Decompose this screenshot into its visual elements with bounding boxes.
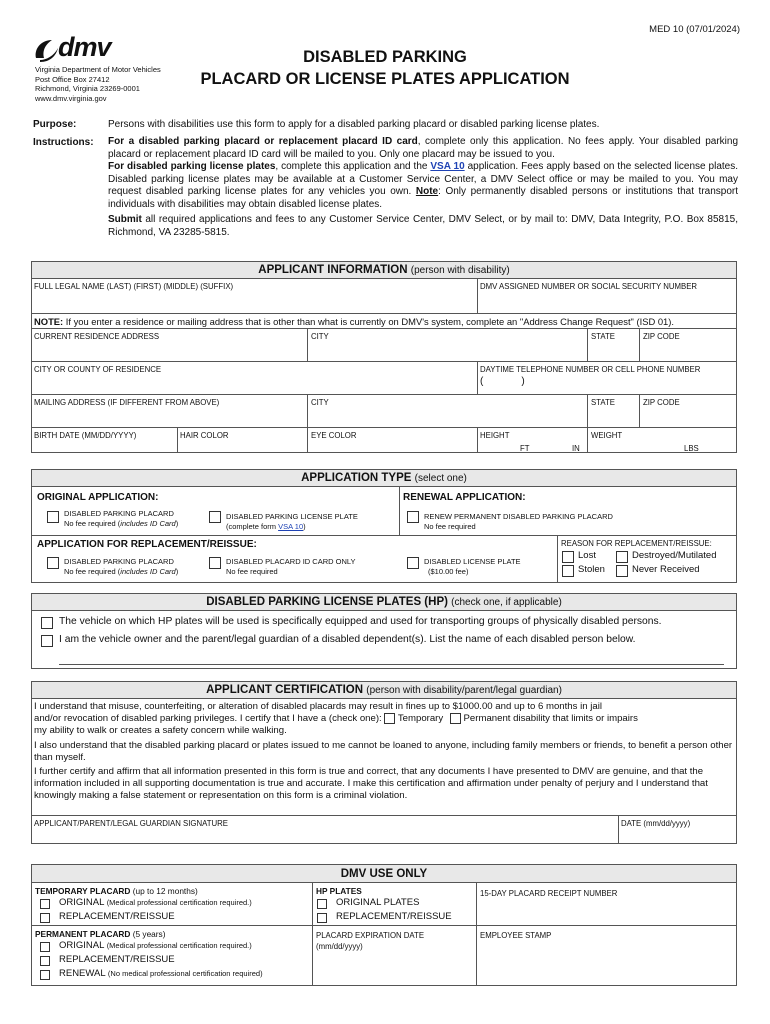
vsa10-link[interactable]: VSA 10 xyxy=(430,161,465,172)
weight-label: WEIGHT xyxy=(591,431,623,440)
expiration-label: PLACARD EXPIRATION DATE xyxy=(316,931,425,940)
paren-close: ) xyxy=(521,376,525,387)
applicant-subtitle: (person with disability) xyxy=(410,265,510,276)
instructions-p3-bold: Submit xyxy=(108,214,142,225)
original-plate-checkbox[interactable] xyxy=(209,511,221,523)
hp-replacement-checkbox[interactable] xyxy=(317,913,327,923)
replacement-placard-checkbox[interactable] xyxy=(47,557,59,569)
logo-text: dmv xyxy=(58,32,111,62)
instructions-para-2 xyxy=(108,161,738,211)
reason-lost-label: Lost xyxy=(578,550,596,561)
hp-plates-heading: HP PLATES xyxy=(316,886,362,896)
mailing-city-label: CITY xyxy=(311,398,329,407)
fee-a: No fee required ( xyxy=(64,567,121,576)
cert-line-1: I understand that misuse, counterfeiting, or alteration of disabled placards may result in fines up to $1000.00 and up to 6 months in jail xyxy=(34,701,602,712)
applicant-title: APPLICANT INFORMATION xyxy=(258,264,408,276)
signature-field[interactable] xyxy=(32,828,618,844)
divider xyxy=(307,328,308,361)
original-plate-label: DISABLED PARKING LICENSE PLATE xyxy=(226,512,358,521)
divider xyxy=(477,361,478,394)
app-type-subtitle: (select one) xyxy=(414,473,467,484)
hp-replacement-label: REPLACEMENT/REISSUE xyxy=(336,911,452,922)
cert-subtitle: (person with disability/parent/legal guardian) xyxy=(366,685,562,696)
divider xyxy=(32,427,736,428)
divider xyxy=(177,427,178,452)
hp-original-label: ORIGINAL PLATES xyxy=(336,897,420,908)
replacement-heading: APPLICATION FOR REPLACEMENT/REISSUE: xyxy=(37,539,257,550)
agency-address xyxy=(35,65,161,103)
divider xyxy=(32,394,736,395)
reason-never-checkbox[interactable] xyxy=(616,565,628,577)
original-application-heading: ORIGINAL APPLICATION: xyxy=(37,492,159,503)
agency-address-line2: Richmond, Virginia 23269-0001 xyxy=(35,84,140,93)
permanent-label: Permanent xyxy=(463,713,511,725)
hp-option-2-checkbox[interactable] xyxy=(41,635,53,647)
divider xyxy=(587,427,588,452)
agency-name: Virginia Department of Motor Vehicles xyxy=(35,65,161,74)
perm-renewal-label: RENEWAL xyxy=(59,968,106,979)
dependent-names-line[interactable] xyxy=(59,664,724,665)
cert-line-2 xyxy=(34,713,734,725)
hp-header xyxy=(32,594,736,611)
perm-original-note: (Medical professional certification required.) xyxy=(106,941,252,950)
replacement-plate-option xyxy=(424,557,521,577)
hp-plates-section xyxy=(31,593,737,669)
replacement-idcard-label: DISABLED PLACARD ID CARD ONLY xyxy=(226,557,356,566)
temp-replacement-label: REPLACEMENT/REISSUE xyxy=(59,911,175,922)
temp-title: TEMPORARY PLACARD xyxy=(35,886,131,896)
app-type-title: APPLICATION TYPE xyxy=(301,472,412,484)
mailing-zip-label: ZIP CODE xyxy=(643,398,680,407)
reason-never-label: Never Received xyxy=(632,564,700,575)
replacement-placard-label: DISABLED PARKING PLACARD xyxy=(64,557,174,566)
divider xyxy=(32,313,736,314)
original-placard-option xyxy=(64,509,178,529)
divider xyxy=(32,815,736,816)
reason-stolen-label: Stolen xyxy=(578,564,605,575)
signature-label: APPLICANT/PARENT/LEGAL GUARDIAN SIGNATURE xyxy=(34,819,228,828)
cert-header xyxy=(32,682,736,699)
page-title xyxy=(175,46,595,90)
applicant-section xyxy=(31,261,737,453)
instructions-p2-c: : Only permanently disabled persons or institutions that transport individuals with disabilities may obtain disabled license plates. xyxy=(108,186,739,210)
perm-original-checkbox[interactable] xyxy=(40,942,50,952)
reason-destroyed-label: Destroyed/Mutilated xyxy=(632,550,717,561)
dmv-use-section xyxy=(31,864,737,986)
hp-original-checkbox[interactable] xyxy=(317,899,327,909)
instructions-para-3 xyxy=(108,214,738,239)
application-type-section xyxy=(31,469,737,583)
perm-original-label: ORIGINAL xyxy=(59,940,105,951)
county-label: CITY OR COUNTY OF RESIDENCE xyxy=(34,365,162,374)
instructions-text xyxy=(108,136,738,239)
date-field[interactable] xyxy=(619,828,737,844)
divider xyxy=(639,328,640,361)
renew-placard-label: RENEW PERMANENT DISABLED PARKING PLACARD xyxy=(424,512,613,521)
temp-placard-heading xyxy=(35,886,198,896)
replacement-idcard-option xyxy=(226,557,355,577)
perm-placard-heading xyxy=(35,929,165,939)
residence-state-label: STATE xyxy=(591,332,615,341)
dmv-number-field[interactable] xyxy=(478,294,736,313)
title-line-2: PLACARD OR LICENSE PLATES APPLICATION xyxy=(200,70,570,88)
date-label: DATE (mm/dd/yyyy) xyxy=(621,819,691,828)
divider xyxy=(476,883,477,985)
mailing-state-label: STATE xyxy=(591,398,615,407)
perm-renewal-note: (No medical professional certification required) xyxy=(107,969,263,978)
temp-replacement-checkbox[interactable] xyxy=(40,913,50,923)
replacement-plate-fee: ($10.00 fee) xyxy=(428,567,469,576)
purpose-label: Purpose: xyxy=(33,119,77,130)
hp-option-1-label: The vehicle on which HP plates will be used is specifically equipped and used for transporting groups of physically disabled persons. xyxy=(59,616,662,627)
divider xyxy=(557,535,558,582)
divider xyxy=(32,535,736,536)
instructions-label: Instructions: xyxy=(33,137,94,148)
dmv-use-header xyxy=(32,865,736,883)
residence-label: CURRENT RESIDENCE ADDRESS xyxy=(34,332,160,341)
perm-sub: (5 years) xyxy=(132,929,166,939)
divider xyxy=(307,427,308,452)
eye-color-label: EYE COLOR xyxy=(311,431,357,440)
applicant-header xyxy=(32,262,736,279)
renew-placard-fee: No fee required xyxy=(424,522,476,531)
agency-address-line1: Post Office Box 27412 xyxy=(35,74,110,84)
height-label: HEIGHT xyxy=(480,431,510,440)
app-type-header xyxy=(32,470,736,487)
note-text: If you enter a residence or mailing address that is other than what is currently on DMV's system, complete an "Address Change Request" (ISD 01). xyxy=(63,316,674,327)
instructions-para-1 xyxy=(108,136,738,161)
residence-zip-label: ZIP CODE xyxy=(643,332,680,341)
permanent-checkbox[interactable] xyxy=(450,713,461,724)
hp-subtitle: (check one, if applicable) xyxy=(451,597,562,608)
reason-stolen-checkbox[interactable] xyxy=(562,565,574,577)
temp-original-note: (Medical professional certification required.) xyxy=(106,898,252,907)
hair-color-label: HAIR COLOR xyxy=(180,431,229,440)
note-a: (complete form xyxy=(226,522,279,531)
replacement-plate-checkbox[interactable] xyxy=(407,557,419,569)
employee-stamp-label: EMPLOYEE STAMP xyxy=(480,931,552,940)
instructions-p2-a: , complete this application and the xyxy=(275,161,431,172)
divider xyxy=(32,361,736,362)
instructions-p2-b: application. Fees apply based on the selected license plates. Disabled parking license plates may be available at a Customer Service Center, a DMV Select office or may be mailed to you. You may request disabled parking license plates for any vehicles you own. xyxy=(108,161,739,197)
residence-city-label: CITY xyxy=(311,332,329,341)
perm-renewal-checkbox[interactable] xyxy=(40,970,50,980)
expiration-format: (mm/dd/yyyy) xyxy=(316,942,363,951)
certification-section xyxy=(31,681,737,844)
cert-title: APPLICANT CERTIFICATION xyxy=(206,684,364,696)
vsa10-link-small[interactable]: VSA 10 xyxy=(278,522,304,531)
cert-line-2a: and/or revocation of disabled parking privileges. I certify that I have a (check one): xyxy=(34,713,385,725)
instructions-p1-rest: , complete only this application. No fees apply. Your disabled parking placard or replacement placard ID card will be mailed to you. Only one placard may be issued to you. xyxy=(108,136,739,160)
divider xyxy=(587,328,588,361)
original-plate-option xyxy=(226,512,358,532)
temp-original-option xyxy=(59,897,252,908)
fee-i: includes ID Card xyxy=(120,567,176,576)
height-ft-label: FT xyxy=(520,444,530,453)
original-plate-note xyxy=(226,522,358,532)
cert-line-2b: disability that limits or impairs xyxy=(510,713,638,725)
instructions-p1-bold: For a disabled parking placard or replacement placard ID card xyxy=(108,136,418,147)
replacement-idcard-fee: No fee required xyxy=(226,567,278,576)
replacement-placard-fee xyxy=(64,567,178,577)
divider xyxy=(477,427,478,452)
agency-website: www.dmv.virginia.gov xyxy=(35,93,107,103)
replacement-placard-option xyxy=(64,557,178,577)
phone-label: DAYTIME TELEPHONE NUMBER OR CELL PHONE NUMBER xyxy=(480,365,701,374)
birth-date-label: BIRTH DATE (MM/DD/YYYY) xyxy=(34,431,137,440)
full-name-label: FULL LEGAL NAME (LAST) (FIRST) (MIDDLE) (SUFFIX) xyxy=(34,282,234,291)
temporary-label: Temporary xyxy=(397,713,444,725)
mailing-label: MAILING ADDRESS (IF DIFFERENT FROM ABOVE) xyxy=(34,398,220,407)
divider xyxy=(312,883,313,985)
fee-i: includes ID Card xyxy=(120,519,176,528)
divider xyxy=(307,394,308,427)
replacement-idcard-checkbox[interactable] xyxy=(209,557,221,569)
reason-lost-checkbox[interactable] xyxy=(562,551,574,563)
hp-title: DISABLED PARKING LICENSE PLATES (HP) xyxy=(206,596,448,608)
fee-b: ) xyxy=(175,519,179,528)
original-placard-fee xyxy=(64,519,178,529)
fee-a: No fee required ( xyxy=(64,519,121,528)
divider xyxy=(639,394,640,427)
temp-original-label: ORIGINAL xyxy=(59,897,105,908)
title-line-1: DISABLED PARKING xyxy=(303,48,467,66)
instructions-note: Note xyxy=(415,186,439,197)
divider xyxy=(32,925,736,926)
dmv-use-title: DMV USE ONLY xyxy=(340,868,428,880)
perm-replacement-checkbox[interactable] xyxy=(40,956,50,966)
cert-para-3: I further certify and affirm that all information presented in this form is true and correct, that any documents I have presented to DMV are genuine, and that the information included in all supporting documentation is true and accurate. I make this certification and affirmation under penalty of perjury and I understand that knowingly making a false statement or representation on this form is a criminal violation. xyxy=(34,766,708,802)
divider xyxy=(587,394,588,427)
receipt-number-label: 15-DAY PLACARD RECEIPT NUMBER xyxy=(480,889,618,898)
renew-placard-checkbox[interactable] xyxy=(407,511,419,523)
form-id: MED 10 (07/01/2024) xyxy=(649,24,740,35)
hp-option-2-label: I am the vehicle owner and the parent/legal guardian of a disabled dependent(s). List the name of each disabled person below. xyxy=(59,634,636,645)
divider xyxy=(32,328,736,329)
dmv-logo xyxy=(32,32,142,64)
note-label: NOTE: xyxy=(34,316,64,327)
full-name-field[interactable] xyxy=(32,294,477,313)
note-b: ) xyxy=(303,522,306,531)
renewal-application-heading: RENEWAL APPLICATION: xyxy=(403,492,526,503)
weight-lbs-label: LBS xyxy=(684,444,699,453)
instructions-p3-rest: all required applications and fees to any Customer Service Center, DMV Select, or by mail to: DMV, Data Integrity, P.O. Box 85815, Richmond, VA 23285-5815. xyxy=(108,214,738,238)
renew-placard-option xyxy=(424,512,613,532)
original-placard-label: DISABLED PARKING PLACARD xyxy=(64,509,174,518)
fee-b: ) xyxy=(175,567,179,576)
perm-renewal-option xyxy=(59,968,263,979)
temp-sub: (up to 12 months) xyxy=(132,886,198,896)
cert-line-3: my ability to walk or creates a safety concern while walking. xyxy=(34,725,287,737)
original-placard-checkbox[interactable] xyxy=(47,511,59,523)
height-in-label: IN xyxy=(572,444,580,453)
hp-option-1-checkbox[interactable] xyxy=(41,617,53,629)
divider xyxy=(399,487,400,535)
dmv-number-label: DMV ASSIGNED NUMBER OR SOCIAL SECURITY NUMBER xyxy=(480,282,698,291)
paren-open: ( xyxy=(480,376,484,387)
temporary-checkbox[interactable] xyxy=(384,713,395,724)
certification-text xyxy=(34,701,734,803)
perm-replacement-label: REPLACEMENT/REISSUE xyxy=(59,954,175,965)
cert-para-2: I also understand that the disabled parking placard or plates issued to me cannot be loaned to anyone, including family members or friends, to benefit a person other than myself. xyxy=(34,739,733,763)
perm-title: PERMANENT PLACARD xyxy=(35,929,131,939)
address-note xyxy=(34,316,674,327)
reason-heading: REASON FOR REPLACEMENT/REISSUE: xyxy=(561,539,712,548)
reason-destroyed-checkbox[interactable] xyxy=(616,551,628,563)
replacement-plate-label: DISABLED LICENSE PLATE xyxy=(424,557,521,566)
temp-original-checkbox[interactable] xyxy=(40,899,50,909)
phone-area-code[interactable] xyxy=(480,376,525,387)
perm-original-option xyxy=(59,940,252,951)
purpose-text: Persons with disabilities use this form to apply for a disabled parking placard or disabled parking license plates. xyxy=(108,119,600,130)
instructions-p2-bold: For disabled parking license plates xyxy=(108,161,276,172)
